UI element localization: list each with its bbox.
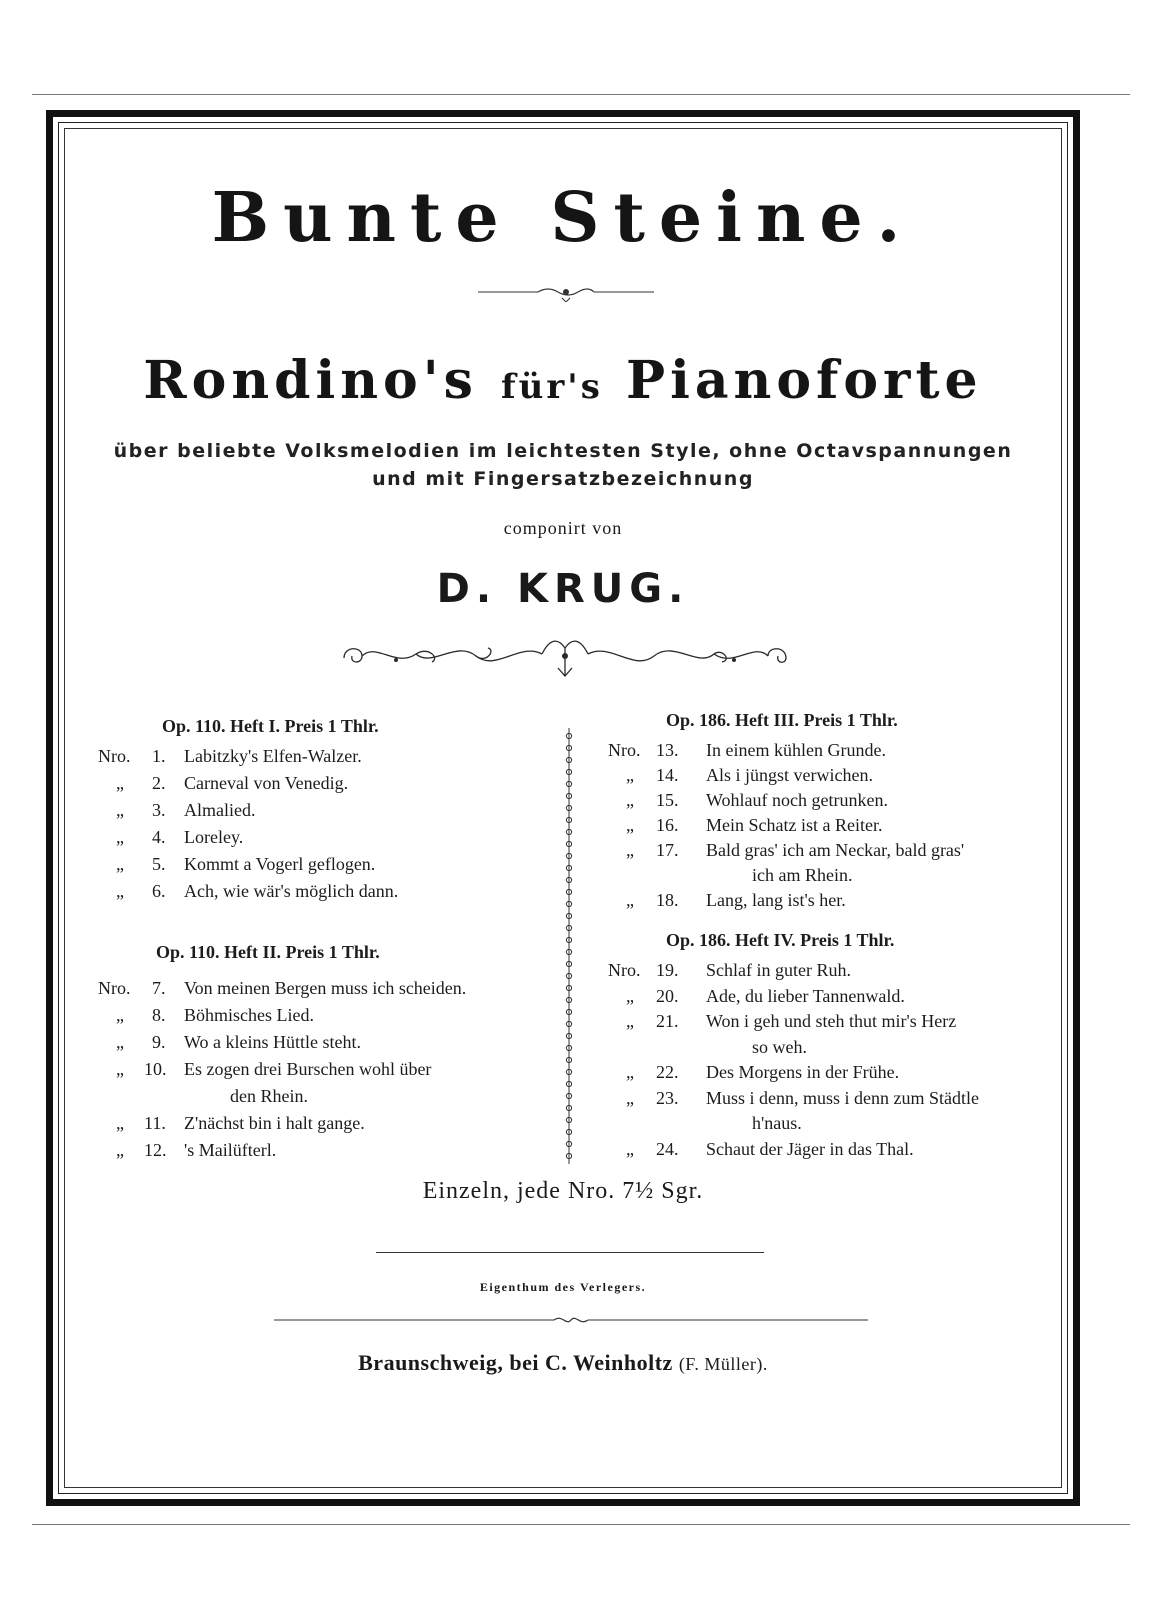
item-number: 23. (656, 1087, 679, 1108)
section-heading-heft-1: Op. 110. Heft I. Preis 1 Thlr. (162, 716, 379, 736)
subtitle (64, 350, 1062, 411)
subtitle-rondinos: Rondino's (143, 350, 478, 411)
item-title: Wo a kleins Hüttle steht. (184, 1032, 362, 1052)
item-number: 9. (152, 1032, 166, 1052)
item-number: 6. (152, 881, 166, 901)
item-prefix: Nro. (98, 978, 131, 998)
item-number: 1. (152, 746, 166, 766)
item-title: Kommt a Vogerl geflogen. (184, 854, 376, 874)
item-prefix: „ (116, 881, 124, 901)
item-number: 15. (656, 790, 679, 810)
item-prefix: „ (626, 1062, 634, 1082)
item-prefix: „ (116, 1032, 124, 1052)
section-heading-heft-4: Op. 186. Heft IV. Preis 1 Thlr. (666, 930, 895, 950)
item-number: 4. (152, 827, 166, 847)
publisher-note: Eigenthum des Verlegers. (479, 1280, 647, 1294)
item-prefix: „ (116, 1113, 124, 1133)
item-prefix: „ (116, 854, 124, 874)
item-title: Z'nächst bin i halt gange. (184, 1113, 365, 1133)
item-number: 13. (656, 740, 679, 760)
item-title: Es zogen drei Burschen wohl über (184, 1059, 432, 1079)
item-number: 14. (656, 765, 679, 785)
item-title: Muss i denn, muss i denn zum Städtle (706, 1087, 979, 1108)
rule-upper (376, 1252, 764, 1253)
item-title-continuation: so weh. (752, 1036, 807, 1057)
item-title: Ach, wie wär's möglich dann. (184, 881, 399, 901)
small-ornament-divider (478, 282, 654, 302)
item-number: 21. (656, 1011, 679, 1031)
item-title: Des Morgens in der Frühe. (706, 1062, 900, 1082)
item-number: 10. (144, 1059, 167, 1079)
item-number: 3. (152, 800, 166, 820)
item-prefix: „ (626, 1138, 634, 1159)
item-title: 's Mailüfterl. (184, 1140, 277, 1160)
item-title: Wohlauf noch getrunken. (706, 790, 888, 810)
item-prefix: „ (116, 1059, 124, 1079)
item-prefix: „ (626, 790, 634, 810)
item-prefix: „ (626, 765, 634, 785)
item-number: 5. (152, 854, 166, 874)
page-title: Bunte Steine. (211, 178, 915, 258)
item-title: Carneval von Venedig. (184, 773, 349, 793)
item-title: Mein Schatz ist a Reiter. (706, 815, 883, 835)
item-title: Almalied. (184, 800, 256, 820)
item-title: Schlaf in guter Ruh. (706, 960, 851, 980)
publisher-paren: (F. Müller). (678, 1354, 768, 1374)
item-prefix: „ (116, 800, 124, 820)
item-title: Böhmisches Lied. (184, 1005, 314, 1025)
column-left (96, 716, 536, 1176)
item-title: Loreley. (184, 827, 244, 847)
item-number: 24. (656, 1138, 679, 1159)
column-divider-ornament (562, 728, 576, 1164)
item-prefix: Nro. (608, 740, 641, 760)
item-prefix: „ (116, 1005, 124, 1025)
item-prefix: „ (116, 773, 124, 793)
item-prefix: Nro. (98, 746, 131, 766)
page-rule-bottom (32, 1524, 1130, 1525)
publisher-line (64, 1350, 1062, 1376)
scroll-ornament (336, 628, 794, 684)
item-title: Won i geh und steh thut mir's Herz (706, 1011, 957, 1031)
item-title: Schaut der Jäger in das Thal. (706, 1138, 914, 1159)
item-prefix: „ (116, 1140, 124, 1160)
subtitle-pianoforte: Pianoforte (625, 350, 983, 411)
item-number: 7. (152, 978, 166, 998)
item-number: 12. (144, 1140, 167, 1160)
item-number: 18. (656, 890, 679, 910)
item-number: 17. (656, 840, 679, 860)
item-number: 22. (656, 1062, 679, 1082)
item-number: 11. (144, 1113, 166, 1133)
item-title-continuation: ich am Rhein. (752, 865, 853, 885)
item-title: In einem kühlen Grunde. (706, 740, 886, 760)
item-title: Bald gras' ich am Neckar, bald gras' (706, 840, 965, 860)
item-prefix: „ (626, 985, 634, 1006)
item-title: Labitzky's Elfen-Walzer. (184, 746, 362, 766)
item-number: 20. (656, 985, 679, 1006)
item-title: Lang, lang ist's her. (706, 890, 846, 910)
single-price: Einzeln, jede Nro. 7½ Sgr. (422, 1178, 704, 1204)
section-heading-heft-3: Op. 186. Heft III. Preis 1 Thlr. (666, 710, 898, 730)
item-title: Von meinen Bergen muss ich scheiden. (184, 978, 467, 998)
page-rule-top (32, 94, 1130, 95)
item-number: 8. (152, 1005, 166, 1025)
item-prefix: „ (116, 827, 124, 847)
composer-name: D. KRUG. (436, 566, 690, 612)
item-prefix: „ (626, 815, 634, 835)
item-prefix: „ (626, 840, 634, 860)
item-prefix: „ (626, 890, 634, 910)
item-prefix: Nro. (608, 960, 641, 980)
item-number: 19. (656, 960, 679, 980)
item-title-continuation: den Rhein. (230, 1086, 308, 1106)
item-title: Als i jüngst verwichen. (706, 765, 873, 785)
column-right (608, 710, 1048, 1170)
item-prefix: „ (626, 1087, 634, 1108)
section-heading-heft-2: Op. 110. Heft II. Preis 1 Thlr. (156, 942, 380, 962)
subtitle-fuers: für's (501, 367, 603, 407)
description-line-1: über beliebte Volksmelodien im leichtesten Style, ohne Octavspannungen (113, 440, 1013, 462)
item-prefix: „ (626, 1011, 634, 1031)
description-line-2: und mit Fingersatzbezeichnung (372, 468, 754, 490)
item-number: 16. (656, 815, 679, 835)
item-title-continuation: h'naus. (752, 1113, 802, 1133)
item-number: 2. (152, 773, 166, 793)
item-title: Ade, du lieber Tannenwald. (706, 985, 905, 1006)
composed-by: componirt von (503, 518, 623, 538)
publisher-name: Braunschweig, bei C. Weinholtz (358, 1350, 673, 1375)
rule-with-ornament (274, 1312, 868, 1328)
